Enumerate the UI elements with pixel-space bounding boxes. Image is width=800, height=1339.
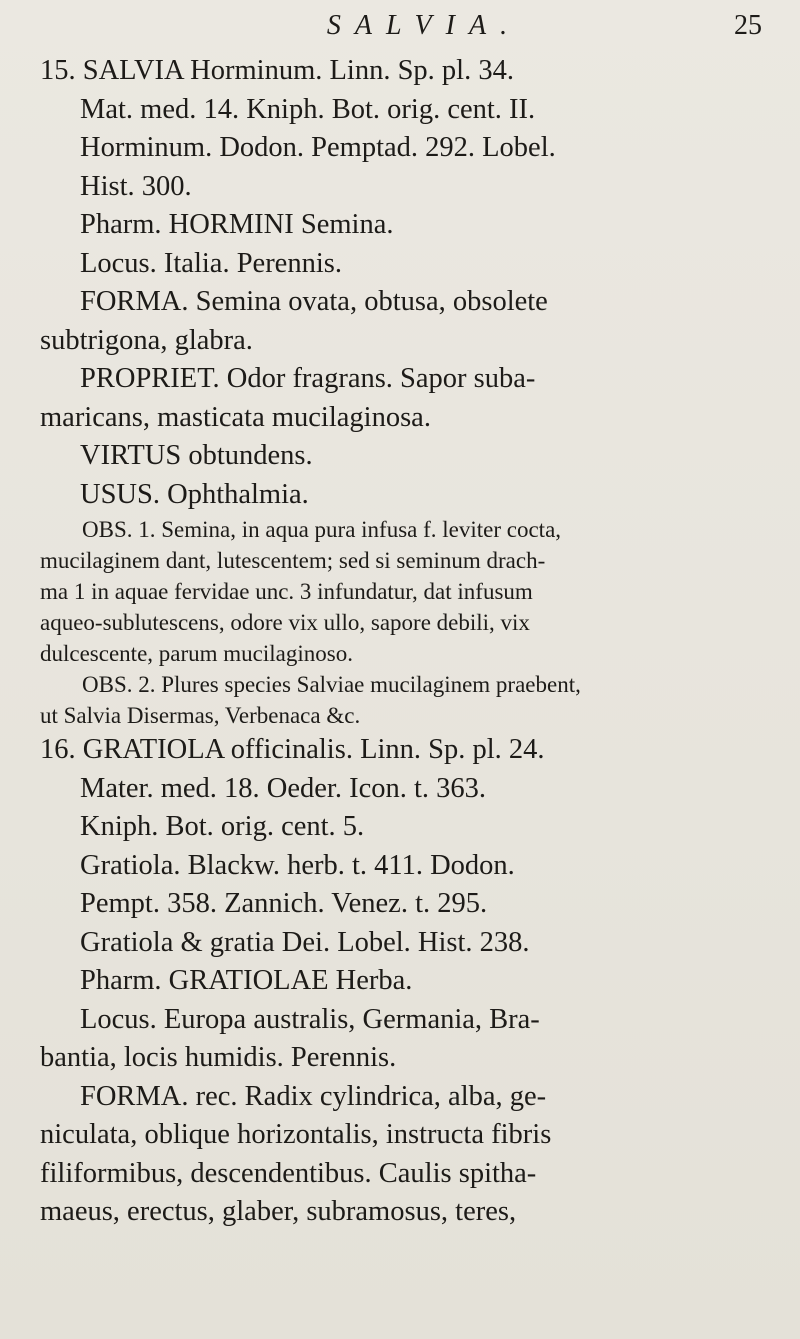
gratiola-forma-line2: niculata, oblique horizontalis, instructa fibris	[40, 1119, 552, 1150]
entry-salvia	[40, 52, 768, 731]
gratiola-locus-line1: Locus. Europa australis, Germania, Bra-	[80, 1003, 540, 1035]
page-number: 25	[734, 10, 762, 41]
gratiola-forma-line1: FORMA. rec. Radix cylindrica, alba, ge-	[80, 1080, 547, 1112]
gratiola-heading: 16. GRATIOLA officinalis. Linn. Sp. pl. 24.	[40, 734, 545, 765]
salvia-ref-dodon: Horminum. Dodon. Pemptad. 292. Lobel.	[80, 132, 556, 163]
salvia-usus: USUS. Ophthalmia.	[80, 478, 309, 510]
salvia-obs2-line1: OBS. 2. Plures species Salviae mucilaginem praebent,	[82, 672, 581, 697]
salvia-virtus: VIRTUS obtundens.	[80, 440, 313, 471]
salvia-obs2-line2: ut Salvia Disermas, Verbenaca &c.	[40, 703, 361, 728]
salvia-locus: Locus. Italia. Perennis.	[80, 247, 342, 279]
gratiola-forma-line4: maeus, erectus, glaber, subramosus, teres,	[40, 1196, 517, 1227]
salvia-forma-line1: FORMA. Semina ovata, obtusa, obsolete	[80, 286, 548, 317]
gratiola-forma-line3: filiformibus, descendentibus. Caulis spitha-	[40, 1157, 537, 1189]
gratiola-ref-pempt: Pempt. 358. Zannich. Venez. t. 295.	[80, 888, 488, 919]
salvia-obs1-line4: aqueo-sublutescens, odore vix ullo, sapore debili, vix	[40, 610, 530, 635]
salvia-propriet-line2: maricans, masticata mucilaginosa.	[40, 401, 431, 433]
gratiola-ref-kniph: Kniph. Bot. orig. cent. 5.	[80, 811, 365, 842]
salvia-obs1-line5: dulcescente, parum mucilaginoso.	[40, 641, 353, 666]
salvia-obs1-line2: mucilaginem dant, lutescentem; sed si seminum drach-	[40, 548, 546, 573]
gratiola-ref-lobel: Gratiola & gratia Dei. Lobel. Hist. 238.	[80, 926, 530, 958]
salvia-pharm: Pharm. HORMINI Semina.	[80, 209, 394, 240]
gratiola-locus-line2: bantia, locis humidis. Perennis.	[40, 1042, 397, 1073]
gratiola-ref-mater-med: Mater. med. 18. Oeder. Icon. t. 363.	[80, 772, 487, 804]
salvia-ref-hist: Hist. 300.	[80, 170, 192, 202]
salvia-forma-line2: subtrigona, glabra.	[40, 324, 253, 356]
entry-gratiola	[40, 731, 768, 1232]
running-head	[40, 10, 768, 52]
salvia-heading: 15. SALVIA Horminum. Linn. Sp. pl. 34.	[40, 55, 514, 86]
gratiola-pharm: Pharm. GRATIOLAE Herba.	[80, 965, 413, 996]
salvia-obs1-line1: OBS. 1. Semina, in aqua pura infusa f. leviter cocta,	[82, 517, 562, 542]
gratiola-ref-blackw: Gratiola. Blackw. herb. t. 411. Dodon.	[80, 849, 515, 881]
running-title: SALVIA.	[326, 10, 522, 41]
salvia-ref-mat-med: Mat. med. 14. Kniph. Bot. orig. cent. II.	[80, 93, 536, 125]
salvia-obs1-line3: ma 1 in aquae fervidae unc. 3 infundatur, dat infusum	[40, 579, 533, 604]
salvia-propriet-line1: PROPRIET. Odor fragrans. Sapor suba-	[80, 363, 536, 394]
